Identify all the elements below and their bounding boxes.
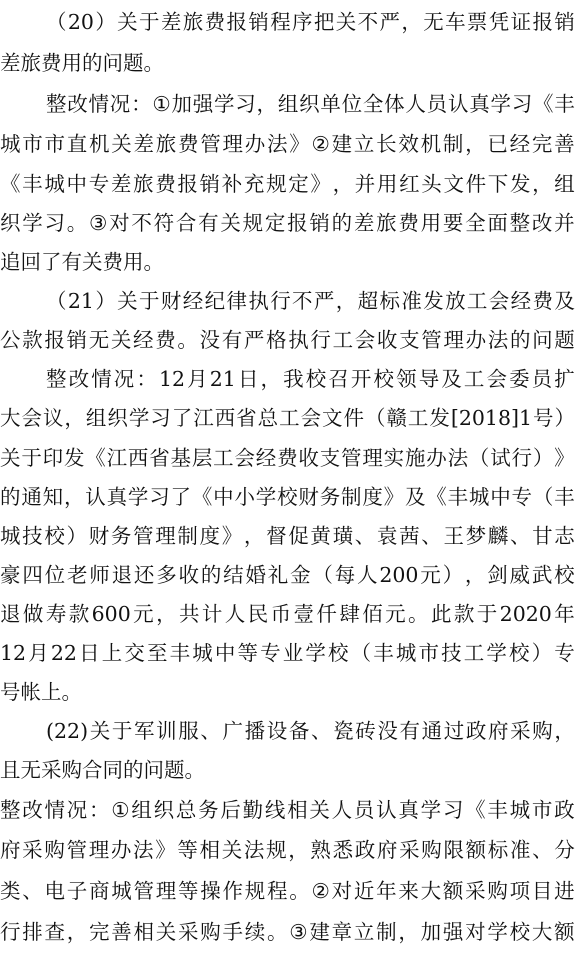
text-line: 整 改 情 况 ： 12 月 21 日 ， 我 校 召 开 校 领 导 及 工 会 委 员 扩	[46, 367, 575, 391]
text-line: 整 改 情 况 ： ① 组 织 总 务 后 勤 线 相 关 人 员 认 真 学 习 《 丰 城 市 政	[0, 798, 575, 822]
text-line: （ 21 ） 关 于 财 经 纪 律 执 行 不 严 ， 超 标 准 发 放 工 会 经 费 及	[46, 289, 575, 313]
text-line: 织 学 习 。 ③ 对 不 符 合 有 关 规 定 报 销 的 差 旅 费 用 要 全 面 整 改 并	[0, 211, 575, 235]
text-line: 退 做 寿 款 600 元 ， 共 计 人 民 币 壹 仟 肆 佰 元 。 此 款 于 2020 年	[0, 602, 575, 626]
text-line: 公 款 报 销 无 关 经 费 。 没 有 严 格 执 行 工 会 收 支 管 理 办 法 的 问 题	[0, 328, 575, 352]
text-line: 差旅费用的问题。	[0, 51, 164, 75]
text-line: 行 排 查 ， 完 善 相 关 采 购 手 续 。 ③ 建 章 立 制 ， 加 强 对 学 校 大 额	[0, 920, 575, 944]
text-line: 的 通 知 ， 认 真 学 习 了 《 中 小 学 校 财 务 制 度 》 及 《 丰 城 中 专 （ 丰	[0, 485, 575, 509]
text-line: 城 市 市 直 机 关 差 旅 费 管 理 办 法 》 ② 建 立 长 效 机 制 ， 已 经 完 善	[0, 132, 575, 156]
text-line: 12 月 22 日 上 交 至 丰 城 中 等 专 业 学 校 （ 丰 城 市 技 工 学 校 ） 专	[0, 641, 575, 665]
text-line: 且无采购合同的问题。	[0, 758, 205, 782]
text-line: 整 改 情 况 ： ① 加 强 学 习 ， 组 织 单 位 全 体 人 员 认 真 学 习 《 丰	[46, 92, 575, 116]
text-line: 《 丰 城 中 专 差 旅 费 报 销 补 充 规 定 》 ， 并 用 红 头 文 件 下 发 ， 组	[0, 172, 575, 196]
text-line: 豪 四 位 老 师 退 还 多 收 的 结 婚 礼 金 （ 每 人 200 元 ） ， 剑 威 武 校	[0, 563, 575, 587]
text-line: 类 、 电 子 商 城 管 理 等 操 作 规 程 。 ② 对 近 年 来 大 额 采 购 项 目 进	[0, 879, 575, 903]
text-line: (22) 关 于 军 训 服 、 广 播 设 备 、 瓷 砖 没 有 通 过 政 府 采 购 ，	[46, 719, 575, 743]
text-line: 关 于 印 发 《 江 西 省 基 层 工 会 经 费 收 支 管 理 实 施 办 法 （ 试 行 ） 》	[0, 446, 575, 470]
text-line: 城 技 校 ） 财 务 管 理 制 度 》 ， 督 促 黄 璜 、 袁 茜 、 王 梦 麟 、 甘 志	[0, 524, 575, 548]
text-line: 追回了有关费用。	[0, 250, 164, 274]
text-line: 大 会 议 ， 组 织 学 习 了 江 西 省 总 工 会 文 件 （ 赣 工 发 [2018]1 号 ）	[0, 406, 575, 430]
text-line: 号帐上。	[0, 680, 82, 704]
text-line: 府 采 购 管 理 办 法 》 等 相 关 法 规 ， 熟 悉 政 府 采 购 限 额 标 准 、 分	[0, 838, 575, 862]
text-line: （ 20 ） 关 于 差 旅 费 报 销 程 序 把 关 不 严 ， 无 车 票 凭 证 报 销	[46, 10, 575, 34]
